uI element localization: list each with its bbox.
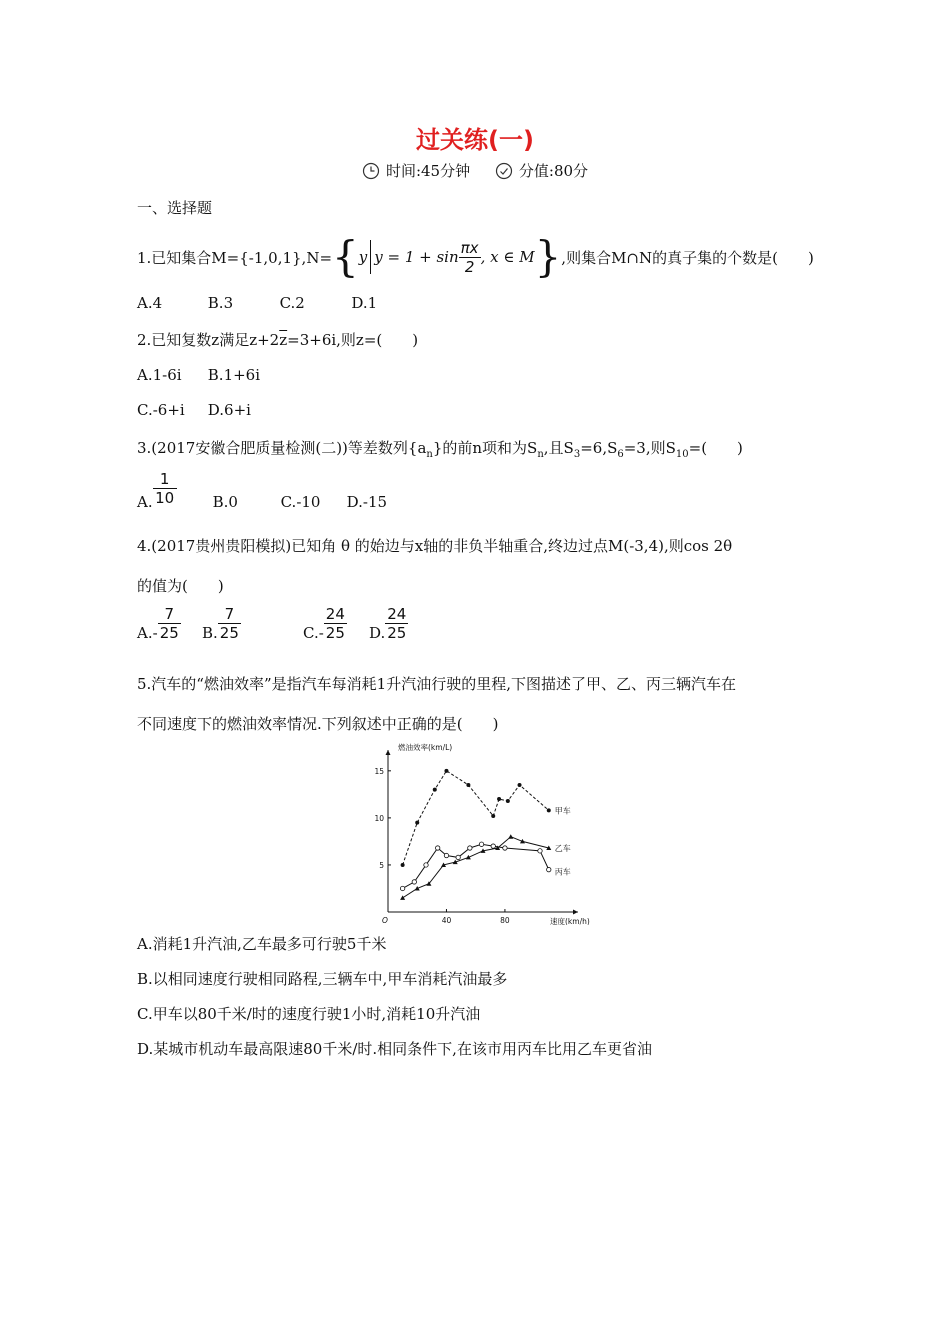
q2-option-a: A.1-6i bbox=[137, 366, 182, 384]
q1-option-c: C.2 bbox=[279, 294, 305, 312]
q1-option-b: B.3 bbox=[207, 294, 234, 312]
point-marker bbox=[401, 863, 405, 867]
q3-stem-2: }的前n项和为S bbox=[432, 439, 538, 457]
q3-stem-5: =3,则S bbox=[623, 439, 676, 457]
q4-option-c-num: 24 bbox=[325, 605, 345, 623]
q1-option-a: A.4 bbox=[137, 294, 163, 312]
q1-prefix: 1.已知集合M={-1,0,1},N= bbox=[137, 248, 333, 267]
q1-set-var: y bbox=[358, 248, 368, 266]
q2-zbar: $\overline{z}$ bbox=[279, 331, 288, 349]
q1-tail: , x ∈ M bbox=[480, 248, 535, 266]
q5-option-d: D.某城市机动车最高限速80千米/时.相同条件下,在该市用丙车比用乙车更省油 bbox=[137, 1040, 652, 1058]
series-label: 丙车 bbox=[554, 867, 571, 877]
q3-sub-n2: n bbox=[537, 449, 544, 460]
y-tick-label: 10 bbox=[374, 813, 384, 823]
q1-suffix: ,则集合M∩N的真子集的个数是( ) bbox=[561, 248, 814, 267]
q4-option-a-num: 7 bbox=[158, 605, 181, 624]
fuel-efficiency-chart bbox=[370, 740, 600, 925]
q2-pre: 2.已知复数z满足z+2 bbox=[137, 331, 280, 349]
q2-option-c: C.-6+i bbox=[137, 401, 185, 419]
q4-option-c-den: 25 bbox=[325, 624, 345, 642]
q4-option-d-label: D. bbox=[369, 624, 386, 642]
point-marker bbox=[435, 846, 439, 850]
y-tick-label: 15 bbox=[374, 766, 384, 776]
exam-meta bbox=[0, 160, 950, 184]
y-axis-label: 燃油效率(km/L) bbox=[398, 743, 453, 752]
y-axis-arrow bbox=[386, 750, 391, 755]
point-marker bbox=[491, 844, 495, 848]
q3-option-c: C.-10 bbox=[280, 493, 321, 511]
q3-stem-4: =6,S bbox=[580, 439, 618, 457]
point-marker bbox=[412, 880, 416, 884]
question-4-line2: 的值为( ) bbox=[137, 577, 224, 595]
x-axis-label: 速度(km/h) bbox=[550, 917, 590, 925]
point-marker bbox=[400, 886, 404, 890]
point-marker bbox=[508, 834, 513, 839]
point-marker bbox=[444, 853, 448, 857]
q3-option-a-fraction bbox=[153, 470, 213, 507]
q4-option-a-label: A. bbox=[137, 624, 153, 642]
q3-sub-10: 10 bbox=[675, 449, 689, 460]
point-marker bbox=[547, 808, 551, 812]
q3-stem-3: ,且S bbox=[543, 439, 574, 457]
point-marker bbox=[491, 814, 495, 818]
q4-option-b-num: 7 bbox=[218, 605, 241, 624]
q1-set-expression: { y y = 1 + sin $\frac{\pi x}{2}$ , x ∈ M } bbox=[332, 232, 562, 281]
score-info bbox=[495, 160, 588, 181]
origin-label: O bbox=[382, 916, 388, 925]
clock-icon bbox=[362, 162, 380, 180]
q2-post: =3+6i,则z=( ) bbox=[287, 331, 419, 349]
point-marker bbox=[466, 783, 470, 787]
question-1-stem bbox=[137, 232, 814, 281]
q1-fraction bbox=[459, 239, 481, 276]
time-text: 时间:45分钟 bbox=[385, 162, 471, 180]
q3-option-a-den: 10 bbox=[155, 489, 175, 507]
q3-sub-6: 6 bbox=[617, 449, 624, 460]
page-title: 过关练(一) bbox=[416, 126, 534, 154]
question-2-options-row1 bbox=[137, 366, 260, 384]
q3-sub-n: n bbox=[426, 449, 433, 460]
q3-option-d: D.-15 bbox=[346, 493, 388, 511]
q4-option-b-fraction bbox=[218, 605, 241, 642]
check-circle-icon bbox=[495, 162, 513, 180]
question-2-stem bbox=[137, 329, 418, 350]
question-5-line2: 不同速度下的燃油效率情况.下列叙述中正确的是( ) bbox=[137, 715, 499, 733]
q4-option-a-fraction bbox=[158, 605, 181, 642]
q4-option-b-label: B. bbox=[202, 624, 218, 642]
point-marker bbox=[547, 867, 551, 871]
point-marker bbox=[456, 855, 460, 859]
q3-option-a-num: 1 bbox=[153, 470, 177, 489]
q4-option-c-label: C. bbox=[303, 624, 319, 642]
q4-option-b-den: 25 bbox=[219, 624, 239, 642]
series-label: 乙车 bbox=[554, 844, 571, 853]
q1-frac-den: 2 bbox=[464, 257, 475, 276]
y-tick-label: 5 bbox=[379, 860, 384, 870]
question-2-options-row2 bbox=[137, 401, 251, 419]
q2-option-d: D.6+i bbox=[207, 401, 251, 419]
q3-stem-1: 3.(2017安徽合肥质量检测(二))等差数列{a bbox=[137, 439, 427, 457]
series-label: 甲车 bbox=[554, 806, 571, 816]
q3-option-b: B.0 bbox=[212, 493, 238, 511]
q4-option-c-fraction bbox=[324, 605, 347, 642]
x-tick-label: 80 bbox=[500, 916, 510, 925]
q1-option-d: D.1 bbox=[351, 294, 378, 312]
q4-option-c-sign: - bbox=[318, 624, 324, 642]
q4-option-a-den: 25 bbox=[159, 624, 179, 642]
q5-option-c: C.甲车以80千米/时的速度行驶1小时,消耗10升汽油 bbox=[137, 1005, 481, 1023]
question-3-options bbox=[137, 470, 387, 511]
point-marker bbox=[506, 799, 510, 803]
q4-option-c bbox=[303, 605, 369, 642]
point-marker bbox=[400, 895, 405, 900]
x-axis-arrow bbox=[573, 910, 578, 915]
q4-option-a-sign: - bbox=[152, 624, 158, 642]
q3-sub-3: 3 bbox=[573, 449, 581, 460]
question-4-line1: 4.(2017贵州贵阳模拟)已知角 θ 的始边与x轴的非负半轴重合,终边过点M(-3,4),则cos 2θ bbox=[137, 537, 733, 555]
q3-option-a-label: A. bbox=[137, 493, 153, 511]
q2-option-b: B.1+6i bbox=[207, 366, 261, 384]
point-marker bbox=[497, 797, 501, 801]
q4-option-a bbox=[137, 605, 202, 642]
q1-frac-num: πx bbox=[460, 238, 479, 257]
q4-option-d-fraction bbox=[385, 605, 408, 642]
point-marker bbox=[538, 849, 542, 853]
section-heading: 一、选择题 bbox=[137, 199, 213, 217]
time-info bbox=[362, 160, 470, 181]
point-marker bbox=[444, 769, 448, 773]
point-marker bbox=[503, 846, 507, 850]
q4-option-d bbox=[369, 605, 408, 642]
question-5-line1: 5.汽车的“燃油效率”是指汽车每消耗1升汽油行驶的里程,下图描述了甲、乙、丙三辆汽车在 bbox=[137, 675, 736, 693]
q5-option-b: B.以相同速度行驶相同路程,三辆车中,甲车消耗汽油最多 bbox=[137, 970, 508, 988]
q1-equation: y = 1 + sin bbox=[374, 248, 459, 266]
point-marker bbox=[433, 788, 437, 792]
point-marker bbox=[468, 846, 472, 850]
q5-option-a: A.消耗1升汽油,乙车最多可行驶5千米 bbox=[137, 935, 387, 953]
point-marker bbox=[518, 783, 522, 787]
q4-option-d-num: 24 bbox=[387, 605, 407, 623]
q3-stem-6: =( ) bbox=[688, 439, 743, 457]
point-marker bbox=[424, 863, 428, 867]
score-text: 分值:80分 bbox=[518, 162, 589, 180]
point-marker bbox=[479, 842, 483, 846]
question-1-options bbox=[137, 294, 377, 312]
q4-option-d-den: 25 bbox=[387, 624, 407, 642]
question-4-options bbox=[137, 605, 408, 642]
series-line-0 bbox=[403, 771, 549, 865]
x-tick-label: 40 bbox=[441, 916, 452, 925]
question-3-stem bbox=[137, 437, 743, 460]
point-marker bbox=[415, 821, 419, 825]
q4-option-b bbox=[202, 605, 303, 642]
